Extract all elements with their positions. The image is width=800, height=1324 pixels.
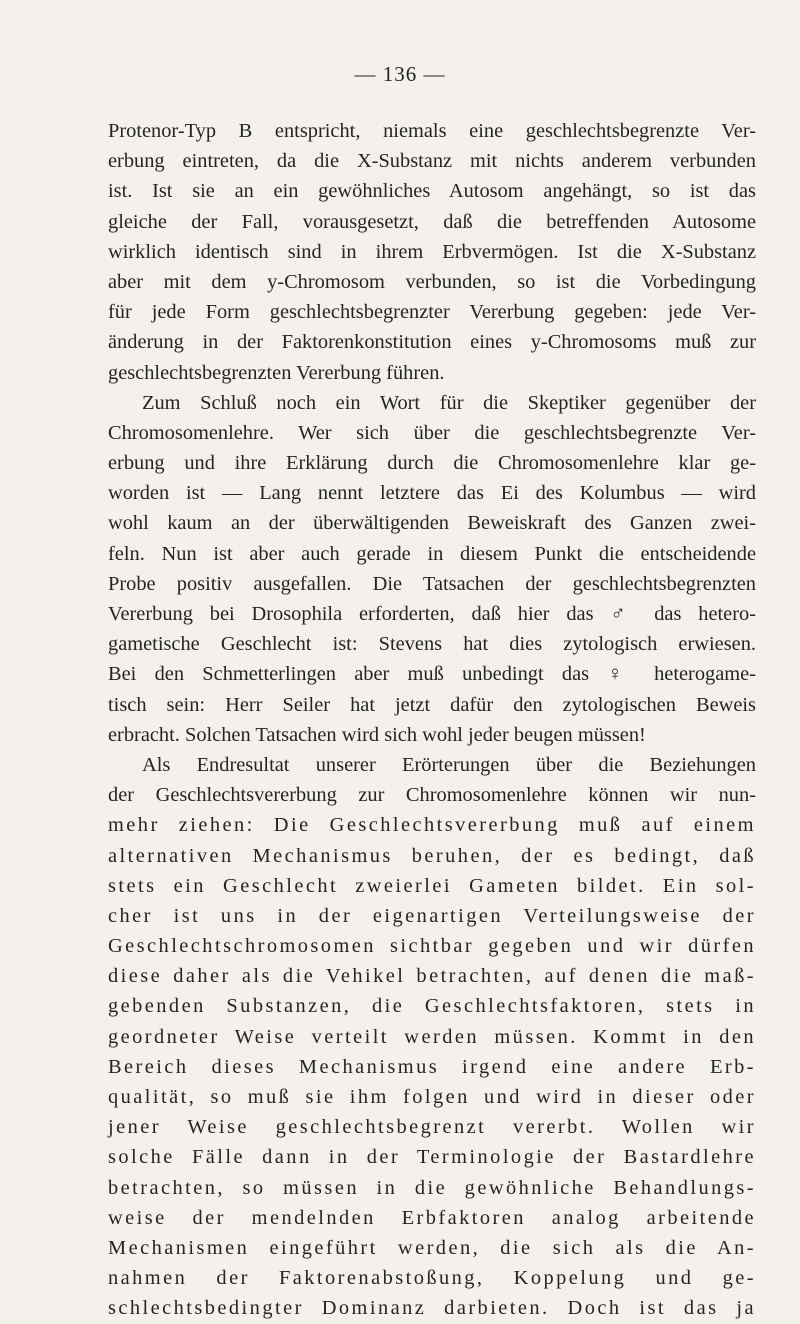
text-line: feln. Nun ist aber auch gerade in diesem Punkt die entscheidende [108, 542, 756, 565]
paragraph-2 [108, 388, 756, 750]
text-line: gametische Geschlecht ist: Stevens hat dies zytologisch erwiesen. [108, 633, 756, 656]
text-line: geordneter Weise verteilt werden müssen. Kommt in den [108, 1025, 756, 1048]
text-line: mehr ziehen: Die Geschlechtsvererbung muß auf einem [108, 814, 756, 837]
text-line: diese daher als die Vehikel betrachten, auf denen die maß- [108, 965, 756, 988]
text-line: erbung und ihre Erklärung durch die Chromosomenlehre klar ge- [108, 452, 756, 475]
text-line: stets ein Geschlecht zweierlei Gameten bildet. Ein sol- [108, 874, 756, 897]
text-line: Chromosomenlehre. Wer sich über die geschlechtsbegrenzte Ver- [108, 421, 756, 444]
text-line: Vererbung bei Drosophila erforderten, daß hier das ♂ das hetero- [108, 603, 756, 625]
text-line: der Geschlechtsvererbung zur Chromosomenlehre können wir nun- [108, 784, 756, 807]
text-line: gleiche der Fall, vorausgesetzt, daß die betreffenden Autosome [108, 210, 756, 233]
page-number: — 136 — [354, 62, 446, 86]
text-line: ist. Ist sie an ein gewöhnliches Autosom angehängt, so ist das [108, 180, 756, 203]
text-line: jener Weise geschlechtsbegrenzt vererbt. Wollen wir [108, 1116, 756, 1139]
text-line: wohl kaum an der überwältigenden Beweiskraft des Ganzen zwei- [108, 512, 756, 535]
text-line: betrachten, so müssen in die gewöhnliche Behandlungs- [108, 1176, 756, 1199]
text-line: schlechtsbedingter Dominanz darbieten. Doch ist das ja [108, 1297, 756, 1320]
text-line: worden ist — Lang nennt letztere das Ei des Kolumbus — wird [108, 482, 756, 505]
text-line: gebenden Substanzen, die Geschlechtsfaktoren, stets in [108, 995, 756, 1018]
paragraph-3 [108, 750, 756, 1324]
text-line: nahmen der Faktorenabstoßung, Koppelung und ge- [108, 1267, 756, 1290]
text-line: weise der mendelnden Erbfaktoren analog arbeitende [108, 1206, 756, 1229]
text-line: Als Endresultat unserer Erörterungen über die Beziehungen [142, 753, 756, 776]
text-line: erbracht. Solchen Tatsachen wird sich wohl jeder beugen müssen! [108, 723, 646, 746]
text-line: Geschlechtschromosomen sichtbar gegeben und wir dürfen [108, 935, 756, 958]
text-line: Bereich dieses Mechanismus irgend eine andere Erb- [108, 1055, 756, 1078]
text-line: Protenor-Typ B entspricht, niemals eine geschlechtsbegrenzte Ver- [108, 120, 756, 142]
text-line: Zum Schluß noch ein Wort für die Skeptiker gegenüber der [142, 391, 756, 414]
text-line: wirklich identisch sind in ihrem Erbvermögen. Ist die X-Substanz [108, 240, 756, 263]
text-line: geschlechtsbegrenzten Vererbung führen. [108, 361, 445, 384]
text-line: änderung in der Faktorenkonstitution eines y-Chromosoms muß zur [108, 331, 756, 354]
text-line: Bei den Schmetterlingen aber muß unbedingt das ♀ heterogame- [108, 663, 756, 686]
text-line: für jede Form geschlechtsbegrenzter Vererbung gegeben: jede Ver- [108, 301, 756, 324]
text-line: aber mit dem y-Chromosom verbunden, so ist die Vorbedingung [108, 270, 756, 293]
text-line: Mechanismen eingeführt werden, die sich als die An- [108, 1236, 756, 1259]
text-line: erbung eintreten, da die X-Substanz mit nichts anderem verbunden [108, 150, 756, 173]
text-line: Probe positiv ausgefallen. Die Tatsachen der geschlechtsbegrenzten [108, 572, 756, 595]
paragraph-1 [108, 116, 756, 388]
text-line: tisch sein: Herr Seiler hat jetzt dafür den zytologischen Beweis [108, 693, 756, 716]
text-line: cher ist uns in der eigenartigen Verteilungsweise der [108, 904, 756, 927]
text-line: alternativen Mechanismus beruhen, der es bedingt, daß [108, 844, 756, 867]
text-line: qualität, so muß sie ihm folgen und wird in dieser oder [108, 1086, 756, 1108]
text-line: solche Fälle dann in der Terminologie der Bastardlehre [108, 1146, 756, 1169]
body-text [108, 116, 756, 1324]
